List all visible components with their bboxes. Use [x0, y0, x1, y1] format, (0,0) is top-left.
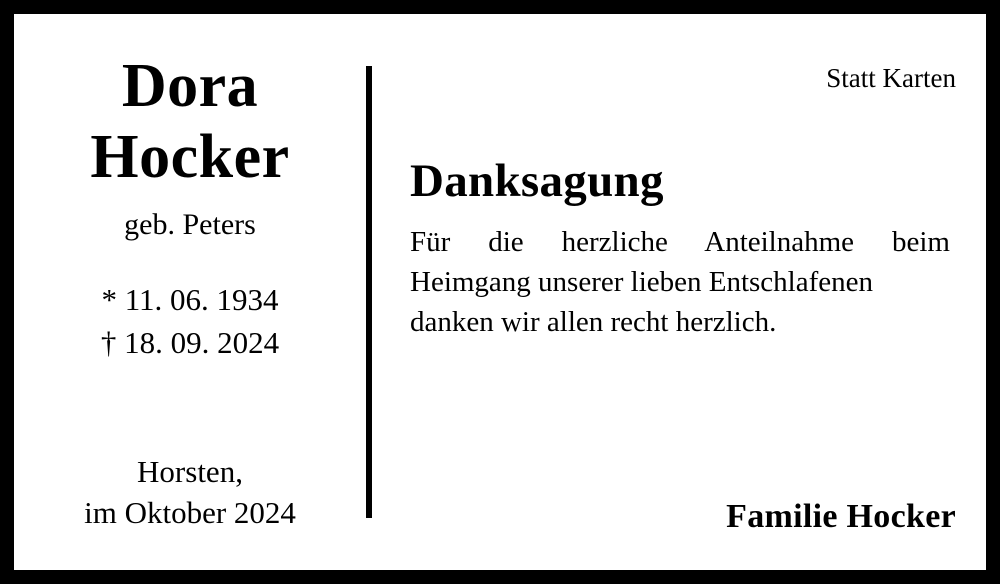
- notice-inner-frame: [14, 14, 986, 570]
- message-column: [372, 14, 986, 570]
- thanks-line-1: Für die herzliche Anteilnahme beim: [410, 226, 950, 259]
- death-date: † 18. 09. 2024: [100, 324, 280, 360]
- thanks-line-2: Heimgang unserer lieben Entschlafenen: [410, 266, 874, 299]
- statt-karten-note: Statt Karten: [826, 63, 956, 93]
- deceased-first-name: Dora: [121, 52, 259, 120]
- deceased-last-name: Hocker: [90, 123, 290, 192]
- deceased-maiden-name: geb. Peters: [124, 208, 256, 242]
- deceased-column: [14, 14, 366, 570]
- thanks-line-3: danken wir allen recht herzlich.: [410, 306, 777, 339]
- birth-date: * 11. 06. 1934: [101, 282, 279, 318]
- signature-family: Familie Hocker: [726, 498, 956, 535]
- place-date: im Oktober 2024: [84, 495, 296, 531]
- place-town: Horsten,: [137, 453, 243, 489]
- thanks-body: [410, 222, 950, 342]
- place-and-date: [84, 451, 296, 544]
- life-dates: [101, 279, 279, 363]
- thanks-heading: Danksagung: [410, 155, 664, 208]
